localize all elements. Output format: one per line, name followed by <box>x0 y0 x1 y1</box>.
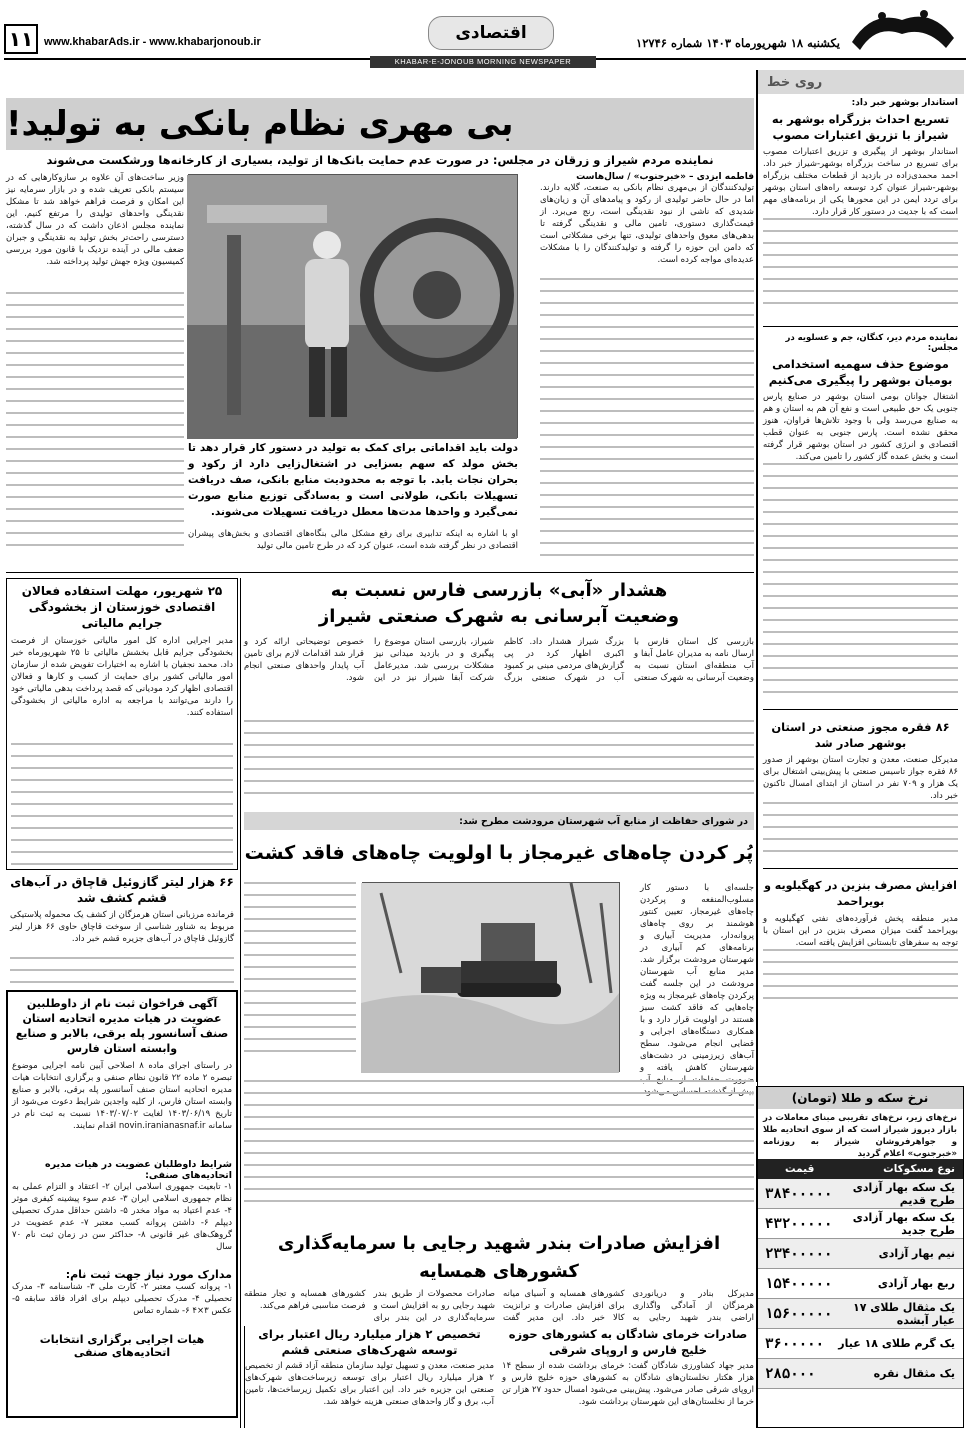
text-filler <box>763 218 958 318</box>
ad-docs-body: ۱- پروانه کسب معتبر ۲- کارت ملی ۳- شناسنامه ۳- مدرک تحصیلی ۴- مدرک تحصیلی دیپلم برای افراد فاقد سابقه ۵- عکس ۳×۴ ۶- شماره تماس <box>12 1282 233 1316</box>
sidebar-story-4 <box>757 873 964 1011</box>
logo-mark <box>842 2 962 58</box>
story-title: ۲۵ شهریور، مهلت استفاده فعالان اقتصادی خوزستان از بخشودگی جرایم مالیاتی <box>21 584 223 630</box>
left-story-2 <box>6 870 238 990</box>
story-kicker: نماینده مردم دیر، کنگان، جم و عسلویه در مجلس: <box>785 333 958 353</box>
lead-body-left: وزیر ساخت‌های آن علاوه بر سازوکارهایی که در سیستم بانکی تعریف شده و در بازار سرمایه نیز این امکان و فرصت فراهم خواهد شد تا مشکل نقدینگی واحدهای تولیدی را مرتفع کنیم. این نماینده مجلس اذعان داشت که در سال گذشته، دسترسی راحت‌تر بخش تولید به نقدینگی و جبران ضعف مالی در آینده نزدیک با قانون مورد بررسی کمیسیون ویژه جهش تولید پرداخته شد. <box>6 173 184 267</box>
ad-conditions-title: شرایط داوطلبان عضویت در هیات مدیره اتحادیه‌های صنفی: <box>44 1159 232 1181</box>
section-rule <box>6 572 754 573</box>
ad-title: آگهی فراخوان ثبت نام از داوطلبین عضویت در هیات مدیره اتحادیه استان صنف آسانسور پله برقی، بالابر و صنایع وابسته استان فارس <box>15 997 229 1055</box>
ad-footer: هیات اجرایی برگزاری انتخابات اتحادیه‌های صنفی <box>39 1333 205 1359</box>
story-kicker: استاندار بوشهر خبر داد: <box>851 98 958 108</box>
price-columns <box>757 1159 963 1179</box>
coin-price: ۴۳۲۰۰۰۰۰ <box>765 1215 833 1232</box>
sidebar-story-3 <box>757 714 964 864</box>
coin-price: ۲۳۴۰۰۰۰۰ <box>765 1245 833 1262</box>
price-row <box>757 1179 963 1209</box>
story-title: ۶۶ هزار لیتر گازوئیل قاچاق در آب‌های قشم کشف شد <box>10 875 234 905</box>
text-filler <box>763 802 958 862</box>
wells-kicker-bar <box>244 812 754 830</box>
coin-name: نیم بهار آزادی <box>878 1247 955 1260</box>
column-rule <box>240 578 241 1428</box>
warning-body: بازرسی کل استان فارس با ارسال نامه به مدیران عامل آبفا و آب منطقه‌ای استان نسبت به وضعیت آبرسانی به شهرک صنعتی بزرگ شیراز هشدار داد. کاظم اکبری اظهار کرد در پی گزارش‌های مردمی مبنی بر کمبود آب در شهرک صنعتی بزرگ شیراز، بازرسی استان موضوع را پیگیری و در بازدید میدانی نیز مشکلات بررسی شد. مدیرعامل شرکت آبفا شیراز نیز در این خصوص توضیحاتی ارائه کرد و قرار شد اقدامات لازم برای تامین آب پایدار واحدهای صنعتی انجام شود. <box>244 637 754 683</box>
text-filler <box>540 278 754 568</box>
text-filler <box>244 882 356 1072</box>
story-body: استاندار بوشهر از پیگیری و تزریق اعتبارات مصوب برای تسریع در ساخت بزرگراه بوشهر-شیراز خبر داد. احمد محمدی‌زاده در بازدید از قطعات مختلف بزرگراه بوشهر-شیراز عنوان کرد توسعه راه‌های استان بوشهر برای تردد ایمن در این محورها یکی از برنامه‌های مهم است که با جدیت در دستور کار قرار دارد. <box>763 147 958 217</box>
text-filler <box>10 957 234 993</box>
wells-title: پُر کردن چاه‌های غیرمجاز با اولویت چاه‌های فاقد کشت <box>244 842 754 864</box>
bulldozer-illustration <box>361 883 619 1073</box>
qeshm-title: تخصیص ۲ هزار میلیارد ریال اعتبار برای توسعه شهرک‌های صنعتی قشم <box>258 1327 481 1357</box>
story-title: موضوع حذف سهمیه استخدامی بومیان بوشهر را پیگیری می‌کنیم <box>768 357 953 387</box>
coin-price: ۳۸۴۰۰۰۰۰ <box>765 1185 833 1202</box>
price-row <box>757 1209 963 1239</box>
text-filler <box>6 292 184 562</box>
date-line: یکشنبه ۱۸ شهریورماه ۱۴۰۳ شماره ۱۲۷۴۶ <box>636 36 840 50</box>
ad-docs-title: مدارک مورد نیاز جهت ثبت نام: <box>65 1268 232 1281</box>
story-title: ۸۶ فقره مجوز صنعتی در استان بوشهر صادر شد <box>771 720 950 750</box>
story-body: مدیرکل صنعت، معدن و تجارت استان بوشهر از صدور ۸۶ فقره جواز تاسیس صنعتی با پیش‌بینی اشتغال برای یک هزار و ۷۰۹ نفر در استان از ابتدای امسال تاکنون خبر داد. <box>763 755 958 801</box>
bulldozer-photo <box>362 882 620 1072</box>
price-header-text: نرخ سکه و طلا (تومان) <box>791 1091 929 1105</box>
price-row <box>757 1359 963 1389</box>
photo-caption: او با اشاره به اینکه تدابیری برای رفع مشکل مالی بنگاه‌های اقتصادی و بخش‌های پیشران اقتصادی در نظر گرفته شده است، عنوان کرد که در طرح تامین مالی تولید <box>188 529 518 551</box>
sidebar-header <box>757 70 964 94</box>
wells-kicker: در شورای حفاظت از منابع آب شهرستان مرودشت مطرح شد: <box>459 815 748 827</box>
masthead <box>0 0 970 68</box>
text-filler <box>11 743 233 875</box>
pull-quote <box>188 440 518 524</box>
price-row <box>757 1269 963 1299</box>
coin-name: ربع بهار آزادی <box>877 1277 955 1290</box>
story-title: تسریع احداث بزرگراه بوشهر به شیراز با تزریق اعتبارات مصوب <box>771 112 950 142</box>
lead-left-column <box>6 172 184 568</box>
left-story-1 <box>6 578 238 870</box>
factory-worker-illustration <box>187 175 517 439</box>
lead-title-bar <box>6 98 754 150</box>
websites[interactable]: www.khabarAds.ir - www.khabarjonoub.ir <box>44 36 261 48</box>
qeshm-story <box>244 1326 494 1428</box>
col-price: قیمت <box>785 1163 815 1175</box>
banner-strip <box>370 56 596 68</box>
coin-name: یک سکه بهار آزادی طرح قدیم <box>852 1180 955 1207</box>
dates-story <box>502 1326 754 1428</box>
logo <box>842 2 962 58</box>
factory-photo <box>188 174 518 438</box>
story-body: مدیر اجرایی اداره کل امور مالیاتی خوزستان از فرصت بخشودگی جرایم قابل بخشش مالیاتی تا ۲۵ شهریورماه خبر داد. محمد نجفیان با اشاره به اختیارات تفویض شده از سازمان امور مالیاتی کشور برای حمایت از کسب و کارها و فعالان اقتصادی اظهار کرد مودیانی که قصد پرداخت بدهی مالیاتی خود را دارند می‌توانند با مراجعه به اداره مالیاتی از بخشودگی استفاده کنند. <box>11 636 233 718</box>
qeshm-body: مدیر صنعت، معدن و تسهیل تولید سازمان منطقه آزاد قشم از تخصیص ۲ هزار میلیارد ریال اعتبار برای توسعه زیرساخت‌های شهرک‌های صنعتی این جزیره خبر داد. این اعتبار برای تکمیل زیرساخت‌ها، تامین آب، برق و گاز واحدهای صنعتی هزینه خواهد شد. <box>245 1361 494 1407</box>
section-title: اقتصادی <box>455 23 527 43</box>
coin-name: یک مثقال نقره <box>873 1367 955 1380</box>
sidebar <box>756 70 964 1082</box>
column-rule <box>757 70 758 1428</box>
coin-price: ۲۸۵۰۰۰ <box>765 1365 816 1382</box>
pull-quote-text: دولت باید اقداماتی برای کمک به تولید در دستور کار قرار دهد تا بخش مولد که سهم بسزایی در اشتغال‌زایی دارد از رکود و بحران نجات یابد. با توجه به محدودیت منابع بانکی، صف دریافت تسهیلات بانکی، طولانی است و به‌سادگی توزیع منابع صورت نمی‌گیرد و واحدها مدت‌ها معطل دریافت تسهیلات می‌شوند. <box>188 442 518 518</box>
price-row <box>757 1299 963 1329</box>
warning-story <box>244 578 754 808</box>
story-body: فرمانده مرزبانی استان هرمزگان از کشف یک محموله پلاستیکی مربوط به شناور شناسی از سوخت قاچاق حاوی ۶۶ هزار لیتر گازوئیل قاچاق در آب‌های جزیره قشم خبر داد. <box>10 910 234 944</box>
wells-body: جلسه‌ای با دستور کار مسلوب‌المنفعه و پرکردن چاه‌های غیرمجاز، تعیین کنتور هوشمند بر روی چاه‌های پروانه‌دار، مدیریت آبیاری و برنامه‌های کم آبیاری در شهرستان مرودشت برگزار شد. مدیر منابع آب شهرستان مرودشت در این جلسه گفت پرکردن چاه‌های غیرمجاز به ویژه چاه‌هایی که فاقد کشت سبز هستند در اولویت قرار دارد و با همکاری دستگاه‌های اجرایی و قضایی انجام می‌شود. سطح آب‌های زیرزمینی در دشت‌های شهرستان کاهش یافته و <box>640 883 754 1073</box>
section-tab <box>428 16 554 50</box>
lead-author: فاطمه ایزدی – «خبرجنوب» / سال‌هاست <box>576 172 754 182</box>
coin-name: یک گرم طلای ۱۸ عیار <box>838 1337 955 1350</box>
coin-price: ۱۵۶۰۰۰۰۰ <box>765 1305 833 1322</box>
divider <box>763 326 958 327</box>
dates-title: صادرات خرمای شادگان به کشورهای حوزه خلیج فارس و اروپای شرقی <box>508 1327 748 1357</box>
story-title: افزایش مصرف بنزین در کهگیلویه و بویراحمد <box>764 879 957 908</box>
text-filler <box>763 463 958 703</box>
exports-story <box>244 1230 754 1428</box>
exports-title: افزایش صادرات بندر شهید رجایی با سرمایه‌گذاری کشورهای همسایه <box>277 1233 721 1282</box>
ad-conditions-body: ۱- تابعیت جمهوری اسلامی ایران ۲- اعتقاد و التزام عملی به نظام جمهوری اسلامی ایران ۳- عدم سوء پیشینه کیفری موثر ۴- عدم اعتیاد به مواد مخدر ۵- داشتن حداقل مدرک تحصیلی دیپلم ۶- داشتن پروانه کسب معتبر ۷- عدم عضویت در گروهک‌های غیر قانونی ۸- حداکثر سن در زمان ثبت نام ۷۰ سال <box>12 1182 233 1252</box>
warning-title: هشدار «آبی» بازرسی فارس نسبت به وضعیت آبرسانی به شهرک صنعتی شیراز <box>318 580 680 627</box>
wells-story <box>244 812 754 1228</box>
lead-body-right: تولیدکنندگان از بی‌مهری نظام بانکی به صنعت، گلایه دارند. اما در حال حاضر تولیدی از رکود و پیامدهای آن و زیان‌های شدیدی که ناشی از نبود نقدینگی است، رنج می‌برد. از قیمت‌گذاری دستوری، تامین مالی و نقدینگی گرفته تا بدهی‌های معوق واحدهای تولیدی، تنها برخی مشکلاتی است که دامن این حوزه را گرفته و تولیدکنندگان را با مشکلات عدیده‌ای مواجه کرده است. <box>540 183 754 265</box>
price-rows <box>757 1179 963 1389</box>
text-filler <box>244 1080 754 1220</box>
ad-body: در راستای اجرای ماده ۸ اصلاحی آیین نامه اجرایی موضوع تبصره ۲ ماده ۲۲ قانون نظام صنفی و برگزاری انتخابات هیات مدیره اتحادیه استان صنف آسانسور پله برقی، بالابر و صنایع وابسته استان فارس، از کلیه واجدین شرایط دعوت می‌شود از تاریخ ۱۴۰۳/۰۶/۱۹ لغایت ۱۴۰۳/۰۷/۰۲ نسبت به ثبت نام در سامانه novin.iranianasnaf.ir اقدام نمایند. <box>12 1061 232 1131</box>
exports-body: مدیرکل بنادر و دریانوردی هرمزگان از آمادگی واگذاری اراضی بندر شهید رجایی به کشورهای همسایه و آسیای میانه برای افزایش صادرات و ترانزیت کالا خبر داد. این مدیر گفت صادرات محصولات از طریق بندر شهید رجایی رو به افزایش است و سرمایه‌گذاری در این بندر برای کشورهای همسایه و تجار منطقه فرصت مناسبی فراهم می‌کند. <box>244 1289 754 1323</box>
divider <box>763 868 958 869</box>
coin-name: یک سکه بهار آزادی طرح جدید <box>852 1210 955 1237</box>
sidebar-story-1 <box>757 94 964 322</box>
price-row <box>757 1329 963 1359</box>
price-header <box>757 1087 963 1109</box>
page-number: ۱۱ <box>4 24 38 54</box>
price-row <box>757 1239 963 1269</box>
coin-price: ۳۶۰۰۰۰۰ <box>765 1335 825 1352</box>
left-column <box>6 578 238 1428</box>
price-panel <box>756 1086 964 1428</box>
sidebar-story-2 <box>757 331 964 705</box>
lead-title: بی مهری نظام بانکی به تولید! <box>6 104 514 144</box>
story-body: اشتغال جوانان بومی استان بوشهر در صنایع پارس جنوبی یک حق طبیعی است و نفع آن هم به استان و هم به صنایع می‌رسد ولی با وجود تلاش‌ها فراوان، هنوز محقق نشده است. پارس جنوبی به عنوان قطب اقتصادی و انرژی کشور در استان بوشهر قرار گرفته است و بخش عمده گاز کشور را تامین می‌کند. <box>763 392 958 462</box>
sidebar-header-text: روی خط <box>767 74 823 90</box>
lead-story <box>6 98 754 568</box>
ad-box <box>6 990 238 1418</box>
col-type: نوع مسکوکات <box>883 1163 955 1175</box>
text-filler <box>763 949 958 1009</box>
banner-text: KHABAR-E-JONOUB MORNING NEWSPAPER <box>394 57 572 66</box>
lead-subtitle: نماینده مردم شیراز و زرقان در مجلس: در صورت عدم حمایت بانک‌ها از تولید، بسیاری از کارخانه‌ها ورشکست می‌شوند <box>46 153 714 167</box>
price-intro: نرخ‌های زیر، نرخ‌های تقریبی مبنای معاملات در بازار دیروز شیراز است که از سوی اتحادیه طلا و جواهرفروشان شیراز به روزنامه «خبرجنوب» اعلام گردید <box>763 1113 957 1159</box>
coin-price: ۱۵۴۰۰۰۰۰ <box>765 1275 833 1292</box>
story-body: مدیر منطقه پخش فرآورده‌های نفتی کهگیلویه و بویراحمد گفت میزان مصرف بنزین در این استان با توجه به سفرهای تابستانی افزایش یافته است. <box>763 914 958 948</box>
coin-name: یک مثقال طلای ۱۷ عیار آبشده <box>852 1300 955 1327</box>
lead-right-column <box>540 172 754 568</box>
dates-body: مدیر جهاد کشاورزی شادگان گفت: خرمای برداشت شده از سطح ۱۴ هزار هکتار نخلستان‌های شادگان به کشورهای حوزه خلیج فارس و اروپای شرقی صادر می‌شود. پیش‌بینی می‌شود امسال حدود ۲۷ هزار تن خرما از نخلستان‌های این شهرستان برداشت شود. <box>502 1361 754 1407</box>
text-filler <box>244 720 754 800</box>
divider <box>763 709 958 710</box>
